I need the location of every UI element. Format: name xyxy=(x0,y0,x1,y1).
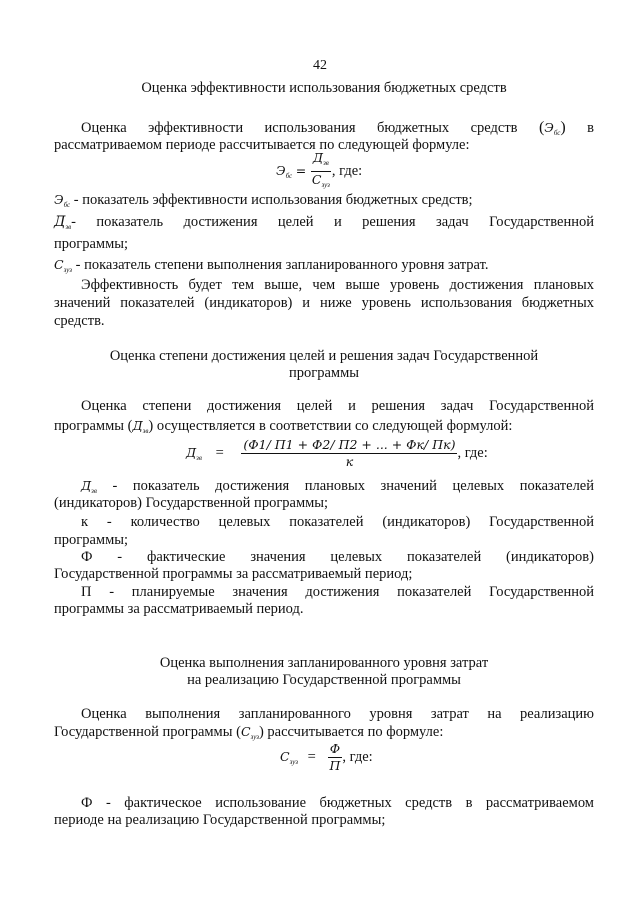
definition-p-line2: программы за рассматриваемый период. xyxy=(54,601,304,617)
fraction-ebs: $\frac{Д_{зв}}{С_{зуз}}$ xyxy=(311,150,330,189)
section3-intro-line1: Оценка выполнения запланированного уровня затрат на реализацию xyxy=(81,706,594,722)
effectiveness-line3: средств. xyxy=(54,313,105,329)
definition-k-line2: программы; xyxy=(54,532,129,548)
section2-heading-line2: программы xyxy=(289,365,359,381)
section2-heading-line1: Оценка степени достижения целей и решения задач Государственной xyxy=(109,348,539,364)
formula-ebs: $Э_{бс}$ = $\frac{Д_{зв}}{С_{зуз}}$ , где: xyxy=(276,150,362,193)
definition-k-line1: к - количество целевых показателей (индикаторов) Государственной xyxy=(81,514,594,530)
section2-intro-line2: программы $(Д_{зв})$ осуществляется в соответствии со следующей формулой: xyxy=(54,418,513,435)
section1-intro-line2: рассматриваемом периоде рассчитывается по следующей формуле: xyxy=(54,137,470,153)
formula-czuz: $С_{зуз}$ = $\frac{Ф}{П}$ , где: xyxy=(280,741,373,773)
definition2-dzv-line2: (индикаторов) Государственной программы; xyxy=(54,495,329,511)
section1-heading: Оценка эффективности использования бюджетных средств xyxy=(141,80,507,96)
definition2-dzv-line1: $Д_{зв}$ - показатель достижения плановых значений целевых показателей xyxy=(81,478,594,495)
definition-f-line2: Государственной программы за рассматриваемый период; xyxy=(54,566,413,582)
effectiveness-line1: Эффективность будет тем выше, чем выше уровень достижения плановых xyxy=(81,277,594,293)
definition-dzv-line1: $Д_{зв}-$ показатель достижения целей и решения задач Государственной xyxy=(54,214,594,231)
definition-f-line1: Ф - фактические значения целевых показателей (индикаторов) xyxy=(81,549,594,565)
fraction-czuz: $\frac{Ф}{П}$ xyxy=(329,741,341,773)
section1-intro-line1: Оценка эффективности использования бюджетных средств $(Э_{бс})$ в xyxy=(81,119,594,137)
fraction-dzv: $\frac{(Ф1/ П1 + Ф2/ П2 + ... + Фк/ Пк)}{к}$ xyxy=(243,437,456,469)
section3-intro-line2: Государственной программы $(С_{зуз})$ рассчитывается по формуле: xyxy=(54,724,444,741)
section1-intro-tail: в xyxy=(587,120,594,136)
section3-heading-line2: на реализацию Государственной программы xyxy=(187,672,461,688)
section3-heading-line1: Оценка выполнения запланированного уровня затрат xyxy=(159,655,489,671)
definition-czuz: $С_{зуз}$ - показатель степени выполнения запланированного уровня затрат. xyxy=(54,257,489,274)
definition-p-line1: П - планируемые значения достижения показателей Государственной xyxy=(81,584,594,600)
section1-intro-start: Оценка эффективности использования бюджетных средств xyxy=(81,120,518,136)
effectiveness-line2: значений показателей (индикаторов) и ниже уровень использования бюджетных xyxy=(54,295,594,311)
definition3-f-line2: периоде на реализацию Государственной программы; xyxy=(54,812,386,828)
page-number: 42 xyxy=(313,58,327,73)
formula-dzv: $Д_{зв}$ = $\frac{(Ф1/ П1 + Ф2/ П2 + ... + Фк/ Пк)}{к}$ , где: xyxy=(186,437,488,469)
symbol-ebs: Э xyxy=(544,120,554,135)
definition3-f-line1: Ф - фактическое использование бюджетных средств в рассматриваемом xyxy=(81,795,594,811)
definition-ebs: $Э_{бс}$ - показатель эффективности использования бюджетных средств; xyxy=(54,192,473,209)
definition-dzv-line2: программы; xyxy=(54,236,129,252)
section2-intro-line1: Оценка степени достижения целей и решения задач Государственной xyxy=(81,398,594,414)
